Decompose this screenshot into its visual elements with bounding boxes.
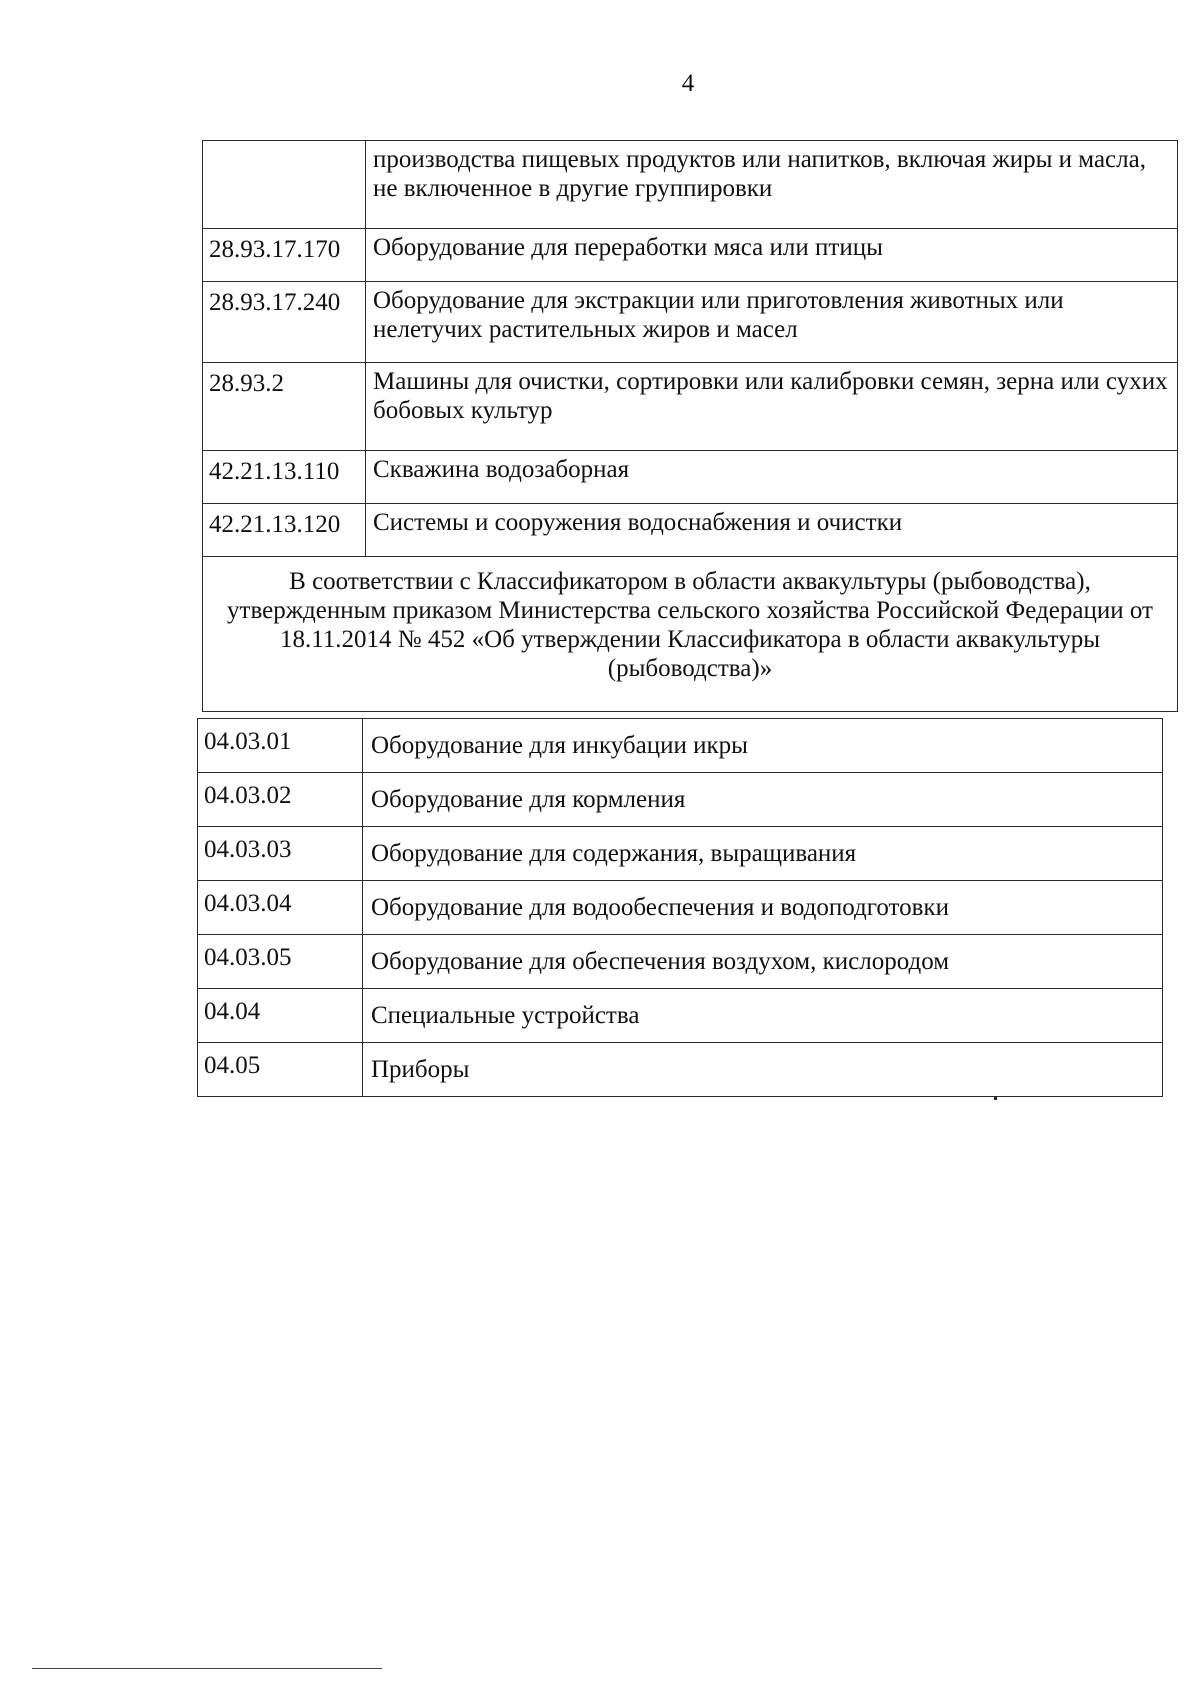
table-row xyxy=(203,229,1178,282)
code-cell: 04.03.04 xyxy=(198,881,363,935)
description-cell: Оборудование для инкубации икры xyxy=(363,719,1163,773)
code-cell: 04.03.05 xyxy=(198,935,363,989)
description-cell: Оборудование для содержания, выращивания xyxy=(363,827,1163,881)
code-cell: 04.04 xyxy=(198,989,363,1043)
classifier-table-top xyxy=(202,140,1178,712)
table-row xyxy=(203,282,1178,363)
code-cell: 04.05 xyxy=(198,1043,363,1097)
page-number: 4 xyxy=(681,70,695,97)
code-cell: 28.93.17.240 xyxy=(203,282,366,363)
code-cell xyxy=(203,141,366,229)
description-cell: Оборудование для водообеспечения и водоподготовки xyxy=(363,881,1163,935)
table-row xyxy=(198,719,1163,773)
scan-dot xyxy=(994,1097,997,1100)
code-cell: 04.03.02 xyxy=(198,773,363,827)
description-cell: Системы и сооружения водоснабжения и очистки xyxy=(366,504,1178,557)
code-cell: 42.21.13.110 xyxy=(203,451,366,504)
description-cell: Оборудование для экстракции или приготовления животных или нелетучих растительных жиров и масел xyxy=(366,282,1178,363)
table-row xyxy=(203,504,1178,557)
table-row xyxy=(198,1043,1163,1097)
description-cell: Приборы xyxy=(363,1043,1163,1097)
classifier-note: В соответствии с Классификатором в области аквакультуры (рыбоводства), утвержденным приказом Министерства сельского хозяйства Российской Федерации от 18.11.2014 № 452 «Об утверждении Классификатора в области аквакультуры (рыбоводства)» xyxy=(203,557,1178,712)
table-note-row xyxy=(203,557,1178,712)
table-row xyxy=(198,935,1163,989)
description-cell: Оборудование для кормления xyxy=(363,773,1163,827)
table-row xyxy=(198,989,1163,1043)
description-cell: Специальные устройства xyxy=(363,989,1163,1043)
table-row xyxy=(203,363,1178,451)
code-cell: 28.93.17.170 xyxy=(203,229,366,282)
table-row xyxy=(203,141,1178,229)
table-row xyxy=(203,451,1178,504)
description-cell: Машины для очистки, сортировки или калибровки семян, зерна или сухих бобовых культур xyxy=(366,363,1178,451)
description-cell: Оборудование для обеспечения воздухом, кислородом xyxy=(363,935,1163,989)
code-cell: 28.93.2 xyxy=(203,363,366,451)
description-cell: Оборудование для переработки мяса или птицы xyxy=(366,229,1178,282)
code-cell: 04.03.03 xyxy=(198,827,363,881)
footnote-rule xyxy=(32,1668,382,1669)
table-row xyxy=(198,773,1163,827)
description-cell: производства пищевых продуктов или напитков, включая жиры и масла, не включенное в другие группировки xyxy=(366,141,1178,229)
table-row xyxy=(198,827,1163,881)
description-cell: Скважина водозаборная xyxy=(366,451,1178,504)
table-row xyxy=(198,881,1163,935)
classifier-table-bottom xyxy=(197,718,1163,1097)
code-cell: 04.03.01 xyxy=(198,719,363,773)
code-cell: 42.21.13.120 xyxy=(203,504,366,557)
